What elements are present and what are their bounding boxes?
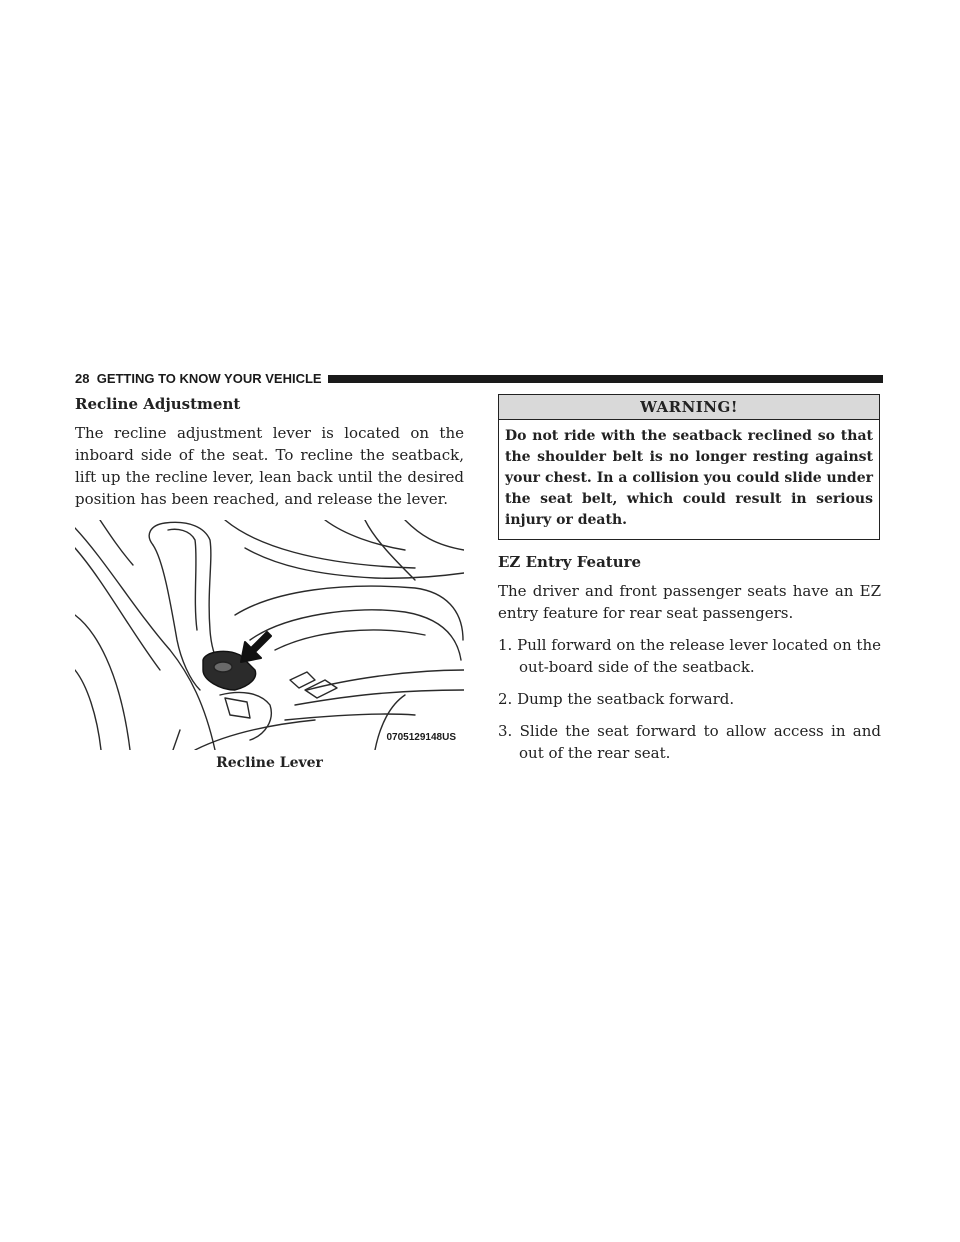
recline-body: The recline adjustment lever is located on the inboard side of the seat. To recline the seatback, lift up the recline lever, lean back until the desired position has been reached, and release the lever. [75,424,464,508]
header-rule [325,375,883,383]
left-column [75,394,464,772]
page-number: 28 [75,371,90,386]
recline-lever-illustration [75,520,464,750]
ez-entry-intro: The driver and front passenger seats have an EZ entry feature for rear seat passengers. [498,582,881,622]
section-title: GETTING TO KNOW YOUR VEHICLE [96,371,322,386]
page-header [75,372,883,386]
warning-box [498,394,880,540]
ez-entry-heading: EZ Entry Feature [498,553,642,571]
list-item: 3. Slide the seat forward to allow access in and out of the rear seat. [498,722,881,762]
list-item: 1. Pull forward on the release lever located on the out-board side of the seatback. [498,636,881,676]
figure-caption: Recline Lever [216,755,323,771]
right-column [498,394,881,774]
warning-text: Do not ride with the seatback reclined so that the shoulder belt is no longer resting against your chest. In a collision you could slide under the seat belt, which could result in serious injury or death. [505,428,873,528]
warning-title: WARNING! [499,395,879,420]
list-item: 2. Dump the seatback forward. [498,690,735,708]
ez-entry-steps [498,634,881,764]
figure-code: 0705129148US [386,732,456,743]
page-number-and-section [75,372,328,386]
recline-heading: Recline Adjustment [75,395,241,413]
